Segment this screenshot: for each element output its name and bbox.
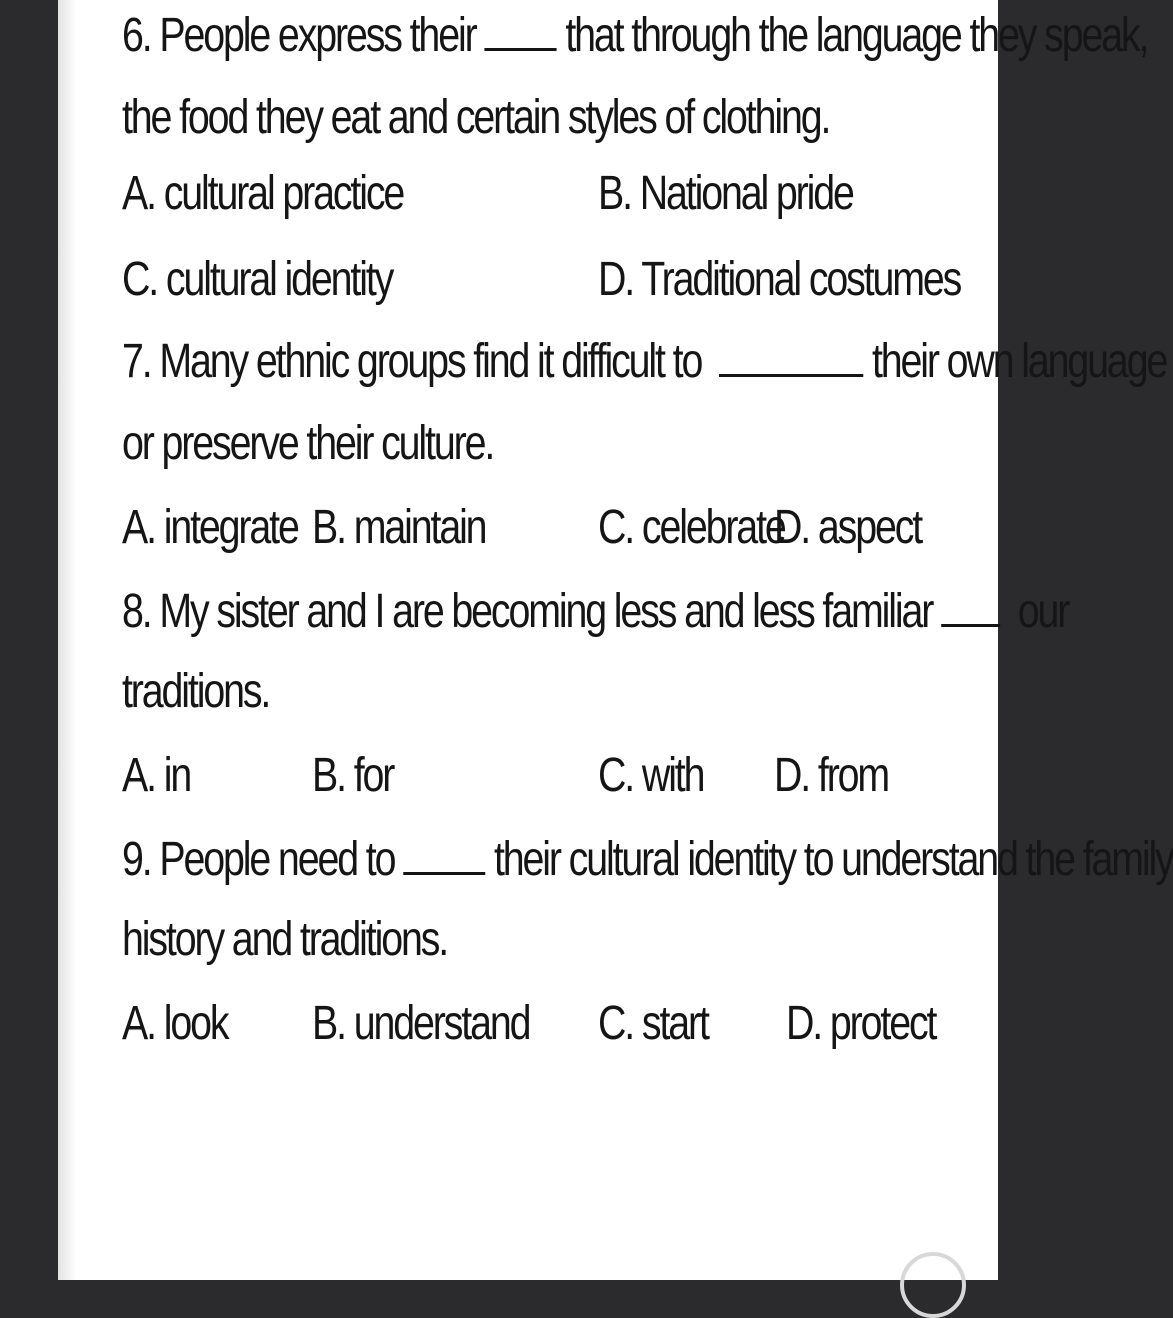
question-9-blank xyxy=(403,838,485,875)
question-9-option-d: D. protect xyxy=(786,997,936,1050)
page-edge-shadow xyxy=(58,0,76,1280)
question-9-option-c: C. start xyxy=(598,997,708,1050)
question-8-text-after-blank: our xyxy=(1017,585,1069,638)
question-8-option-c: C. with xyxy=(598,749,704,802)
worksheet-page xyxy=(58,0,1173,1280)
question-8-line-2: traditions. xyxy=(122,665,270,718)
question-9-option-a: A. look xyxy=(122,997,228,1050)
question-8-option-d: D. from xyxy=(774,749,889,802)
question-7-option-c: C. celebrate xyxy=(598,501,785,554)
question-9-text-before-blank: 9. People need to xyxy=(122,833,395,886)
question-8-option-b: B. for xyxy=(312,749,394,802)
question-8-option-a: A. in xyxy=(122,749,191,802)
question-6-text-after-blank: that through the language they speak, xyxy=(565,9,1148,62)
question-6-option-b: B. National pride xyxy=(598,167,853,220)
question-6-line-2: the food they eat and certain styles of clothing. xyxy=(122,91,830,144)
question-9-line-1 xyxy=(122,832,1173,888)
question-9-line-2: history and traditions. xyxy=(122,913,448,966)
question-7-option-d: D. aspect xyxy=(774,501,922,554)
question-8-text-before-blank: 8. My sister and I are becoming less and less familiar xyxy=(122,585,933,638)
question-7-line-1 xyxy=(122,334,1166,390)
question-7-line-2: or preserve their culture. xyxy=(122,417,494,470)
question-7-text-before-blank: 7. Many ethnic groups find it difficult to xyxy=(122,335,702,388)
question-9-text-after-blank: their cultural identity to understand the family xyxy=(493,833,1173,886)
question-7-blank xyxy=(719,340,863,377)
question-6-option-a: A. cultural practice xyxy=(122,167,404,220)
question-9-option-b: B. understand xyxy=(312,997,530,1050)
question-7-text-after-blank: their own language xyxy=(871,335,1167,388)
question-6-option-c: C. cultural identity xyxy=(122,253,393,306)
question-8-blank xyxy=(941,590,1000,627)
question-6-blank xyxy=(484,14,556,51)
question-8-line-1 xyxy=(122,584,1068,640)
question-7-option-a: A. integrate xyxy=(122,501,298,554)
corner-circle-icon[interactable] xyxy=(900,1252,966,1318)
question-7-option-b: B. maintain xyxy=(312,501,486,554)
question-6-text-before-blank: 6. People express their xyxy=(122,9,476,62)
question-6-option-d: D. Traditional costumes xyxy=(598,253,961,306)
question-6-line-1 xyxy=(122,8,1147,64)
